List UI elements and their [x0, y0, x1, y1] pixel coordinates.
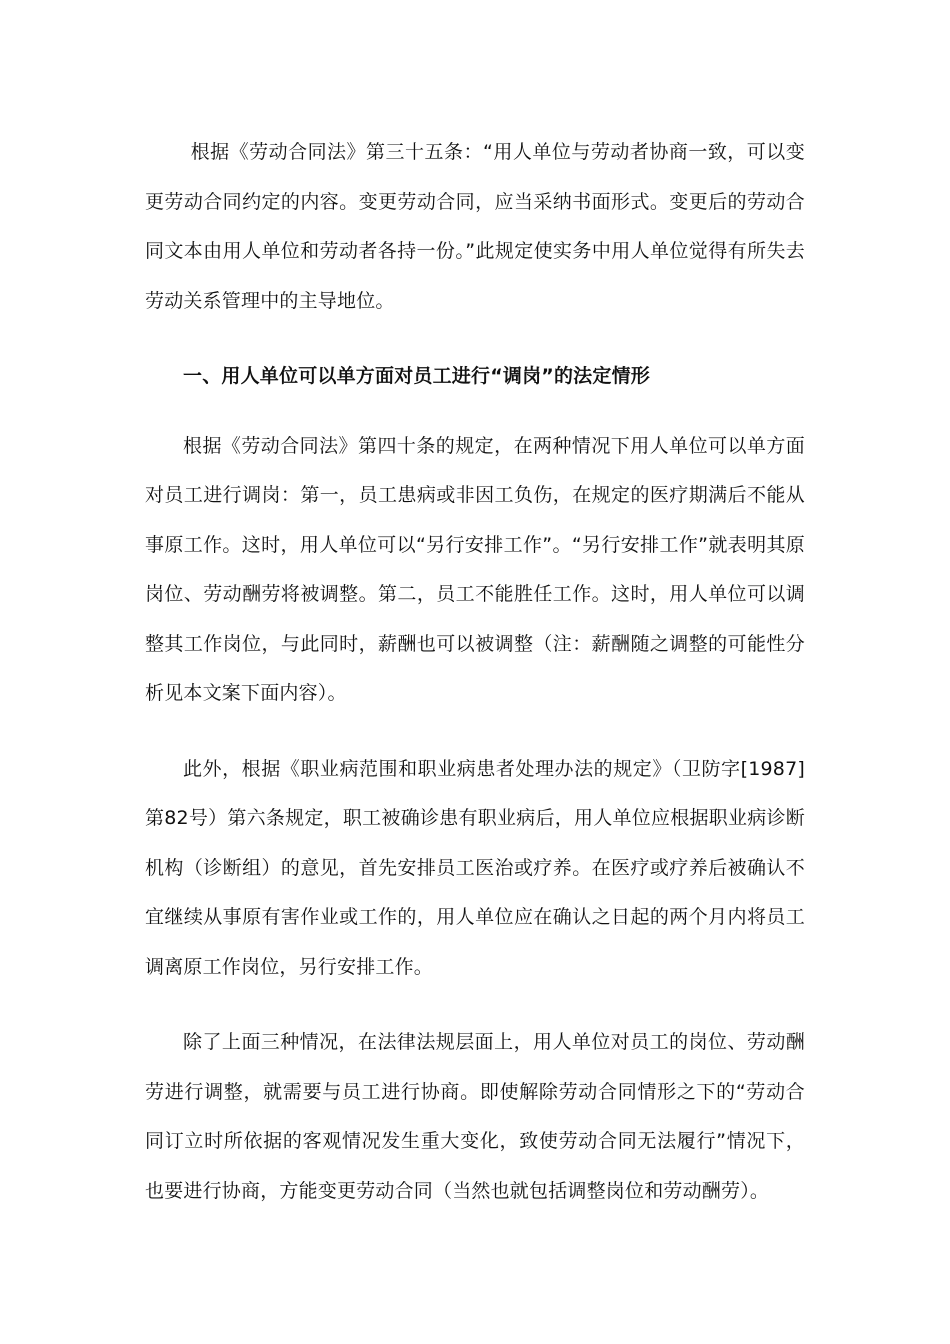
paragraph-legal-basis: 根据《劳动合同法》第四十条的规定，在两种情况下用人单位可以单方面对员工进行调岗：第一，员工患病或非因工负伤，在规定的医疗期满后不能从事原工作。这时，用人单位可以“另行安排工作”。“另行安排工作”就表明其原岗位、劳动酬劳将被调整。第二，员工不能胜任工作。这时，用人单位可以调整其工作岗位，与此同时，薪酬也可以被调整（注：薪酬随之调整的可能性分析见本文案下面内容）。 — [145, 434, 805, 704]
section-heading: 一、用人单位可以单方面对员工进行“调岗”的法定情形 — [183, 365, 650, 387]
paragraph-occupational-disease: 此外，根据《职业病范围和职业病患者处理办法的规定》（卫防字[1987]第82号）第六条规定，职工被确诊患有职业病后，用人单位应根据职业病诊断机构（诊断组）的意见，首先安排员工医治或疗养。在医疗或疗养后被确认不宜继续从事原有害作业或工作的，用人单位应在确认之日起的两个月内将员工调离原工作岗位，另行安排工作。 — [145, 757, 805, 978]
intro-paragraph: 根据《劳动合同法》第三十五条：“用人单位与劳动者协商一致，可以变更劳动合同约定的内容。变更劳动合同，应当采纳书面形式。变更后的劳动合同文本由用人单位和劳动者各持一份。”此规定使实务中用人单位觉得有所失去劳动关系管理中的主导地位。 — [145, 141, 805, 312]
document-body — [145, 128, 805, 1216]
paragraph-negotiation: 除了上面三种情况，在法律法规层面上，用人单位对员工的岗位、劳动酬劳进行调整，就需要与员工进行协商。即使解除劳动合同情形之下的“劳动合同订立时所依据的客观情况发生重大变化，致使劳动合同无法履行”情况下，也要进行协商，方能变更劳动合同（当然也就包括调整岗位和劳动酬劳）。 — [145, 1031, 805, 1202]
